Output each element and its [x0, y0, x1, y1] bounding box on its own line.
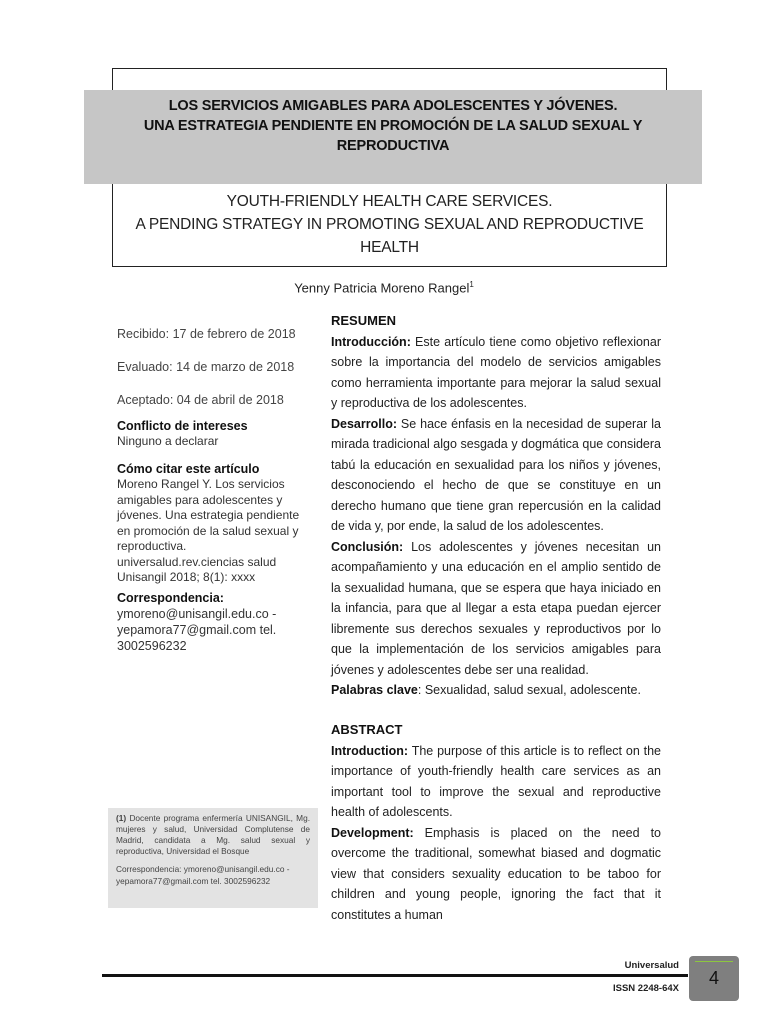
conflict-text: Ninguno a declarar: [117, 434, 219, 448]
correspondence-text: ymoreno@unisangil.edu.co - yepamora77@gmail.com tel. 3002596232: [117, 607, 277, 653]
resumen-development: [331, 414, 661, 537]
correspondence-block: [117, 590, 297, 654]
citation-block: [117, 461, 315, 586]
footnote-correspondence: [116, 863, 310, 887]
conflict-heading: Conflicto de intereses: [117, 419, 248, 433]
author-name: Yenny Patricia Moreno Rangel: [294, 280, 470, 296]
footnote-text: Docente programa enfermería UNISANGIL, Mg. mujeres y salud, Universidad Complutense de Madrid, candidata a Mg. salud sexual y reproductiva, Universidad el Bosque: [116, 813, 310, 856]
resumen-heading: RESUMEN: [331, 313, 397, 328]
resumen-kw-label: Palabras clave: [331, 683, 418, 697]
abstract-dev-label: Development:: [331, 825, 414, 840]
abstract-intro-text: The purpose of this article is to reflect on the importance of youth-friendly health care services as an important tool to improve the sexual and reproductive health of adolescents.: [331, 743, 661, 819]
footnote-mark: (1): [116, 813, 127, 823]
footnote-correspondence-line: yepamora77@gmail.com tel. 3002596232: [116, 876, 271, 886]
abstract-development: [331, 823, 661, 926]
resumen-section: [331, 311, 661, 701]
footer-rule: [102, 974, 688, 977]
footnote-correspondence-line: Correspondencia: ymoreno@unisangil.edu.co -: [116, 864, 290, 874]
received-date: Recibido: 17 de febrero de 2018: [117, 327, 296, 341]
title-spanish-line: REPRODUCTIVA: [336, 138, 450, 154]
resumen-kw-text: : Sexualidad, salud sexual, adolescente.: [417, 683, 641, 697]
abstract-introduction: [331, 741, 661, 823]
resumen-concl-label: Conclusión:: [331, 539, 404, 554]
title-spanish-line: LOS SERVICIOS AMIGABLES PARA ADOLESCENTES Y JÓVENES.: [168, 98, 618, 114]
resumen-intro-text: Este artículo tiene como objetivo reflexionar sobre la importancia del modelo de servicios amigables como herramienta importante para mejorar la salud sexual y reproductiva de los adolescentes.: [331, 334, 661, 410]
resumen-dev-label: Desarrollo:: [331, 416, 397, 431]
conflict-block: [117, 418, 317, 450]
citation-text: Moreno Rangel Y. Los servicios amigables para adolescentes y jóvenes. Una estrategia pendiente en promoción de la salud sexual y reproductiva. universalud.rev.ciencias salud Unisangil 2018; 8(1): xxxx: [117, 477, 300, 584]
journal-name: Universalud: [624, 960, 679, 971]
accepted-date: Aceptado: 04 de abril de 2018: [117, 393, 284, 407]
title-english-line: HEALTH: [360, 239, 419, 256]
author-footnote-mark: 1: [469, 280, 474, 289]
title-english-line: YOUTH-FRIENDLY HEALTH CARE SERVICES.: [226, 193, 553, 210]
abstract-intro-label: Introduction:: [331, 743, 409, 758]
title-english: [112, 190, 667, 259]
resumen-intro-label: Introducción:: [331, 334, 411, 349]
resumen-dev-text: Se hace énfasis en la necesidad de superar la mirada tradicional algo sesgada y dogmática que considera tabú la educación en sexualidad para los niños y jóvenes, desconociendo el hecho de que se constituye en un derecho humano que tiene gran repercusión en la calidad de vida y, por ende, la salud de los adolescentes.: [331, 416, 661, 533]
evaluated-date: Evaluado: 14 de marzo de 2018: [117, 360, 295, 374]
citation-heading: Cómo citar este artículo: [117, 462, 260, 476]
author-footnote: [108, 808, 318, 908]
issn-number: ISSN 2248-64X: [612, 983, 679, 994]
resumen-conclusion: [331, 537, 661, 681]
resumen-concl-text: Los adolescentes y jóvenes necesitan un acompañamiento y una educación en el amplio sentido de la sexualidad humana, que se espera que haya iniciado en la infancia, para que al llegar a esta etapa puedan ejercer libremente sus derechos sexuales y reproductivos por lo que la implementación de los servicios amigables para jóvenes y adolescentes debe ser una realidad.: [331, 539, 661, 677]
footnote-affiliation: [116, 813, 310, 857]
abstract-section: [331, 720, 661, 925]
abstract-heading: ABSTRACT: [331, 722, 403, 737]
resumen-keywords: [331, 680, 661, 701]
title-spanish: [84, 96, 702, 156]
correspondence-heading: Correspondencia:: [117, 591, 224, 605]
title-english-line: A PENDING STRATEGY IN PROMOTING SEXUAL AND REPRODUCTIVE: [135, 216, 644, 233]
page-number-box: [689, 956, 739, 1001]
author-line: [0, 280, 768, 295]
title-spanish-line: UNA ESTRATEGIA PENDIENTE EN PROMOCIÓN DE LA SALUD SEXUAL Y: [143, 118, 643, 134]
abstract-dev-text: Emphasis is placed on the need to overcome the traditional, somewhat biased and dogmatic view that considers sexuality education to be taboo for children and young people, ignoring the fact that it constitutes a human: [331, 825, 661, 922]
page-number: 4: [708, 968, 719, 988]
resumen-introduction: [331, 332, 661, 414]
